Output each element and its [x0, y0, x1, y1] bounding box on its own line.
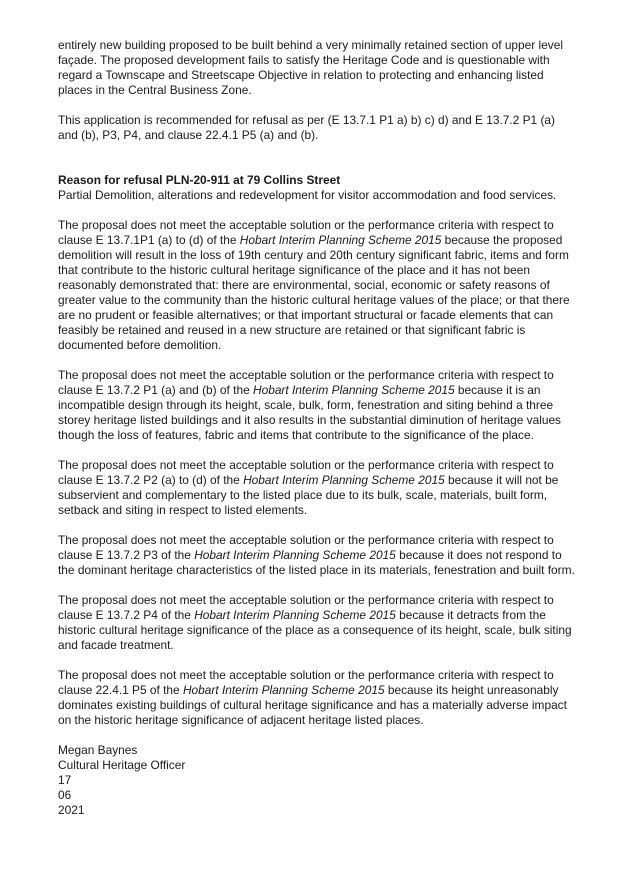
- reason-paragraph: [58, 368, 578, 443]
- refusal-heading: Reason for refusal PLN-20-911 at 79 Collins Street: [58, 173, 341, 187]
- scheme-name: Hobart Interim Planning Scheme 2015: [182, 683, 385, 697]
- scheme-name: Hobart Interim Planning Scheme 2015: [243, 473, 445, 487]
- signatory-title: Cultural Heritage Officer: [58, 758, 186, 772]
- date-month: 06: [58, 788, 72, 802]
- reason-text-before: The proposal does not meet the acceptable solution or the performance criteria with respect to clause E 13.7.2 P1 (a) and (b) of the: [58, 368, 554, 397]
- reason-text-before: The proposal does not meet the acceptable solution or the performance criteria with respect to clause 22.4.1 P5 of the: [58, 668, 554, 697]
- document-page: [58, 38, 578, 818]
- recommendation-paragraph: This application is recommended for refusal as per (E 13.7.1 P1 a) b) c) d) and E 13.7.2 P1 (a) and (b), P3, P4, and clause 22.4.1 P5 (a) and (b).: [58, 113, 556, 142]
- date-day: 17: [58, 773, 72, 787]
- scheme-name: Hobart Interim Planning Scheme 2015: [194, 548, 396, 562]
- reason-paragraph: [58, 668, 578, 728]
- reason-text-before: The proposal does not meet the acceptable solution or the performance criteria with respect to clause E 13.7.2 P3 of the: [58, 533, 554, 562]
- scheme-name: Hobart Interim Planning Scheme 2015: [253, 383, 455, 397]
- reason-paragraph: [58, 218, 578, 353]
- reason-text-after: because the proposed demolition will result in the loss of 19th century and 20th century significant fabric, items and form that contribute to the historic cultural heritage significance of the place and it has not been reasonably demonstrated that: there are environmental, social, economic or safety reasons of greater value to the community than the historic cultural heritage values of the place; or that there are no prudent or feasible alternatives; or that important structural or facade elements that can feasibly be retained and reused in a new structure are retained or that significant fabric is documented before demolition.: [58, 233, 570, 352]
- scheme-name: Hobart Interim Planning Scheme 2015: [239, 233, 442, 247]
- reason-text-before: The proposal does not meet the acceptable solution or the performance criteria with respect to clause E 13.7.2 P4 of the: [58, 593, 554, 622]
- reason-text-before: The proposal does not meet the acceptable solution or the performance criteria with respect to clause E 13.7.1P1 (a) to (d) of the: [58, 218, 554, 247]
- signatory-name: Megan Baynes: [58, 743, 138, 757]
- reason-paragraph: [58, 458, 578, 518]
- reason-text-before: The proposal does not meet the acceptable solution or the performance criteria with respect to clause E 13.7.2 P2 (a) to (d) of the: [58, 458, 554, 487]
- reason-text-after: because it does not respond to the dominant heritage characteristics of the listed place in its materials, fenestration and built form.: [58, 548, 575, 577]
- refusal-subheading: Partial Demolition, alterations and redevelopment for visitor accommodation and food services.: [58, 188, 557, 202]
- scheme-name: Hobart Interim Planning Scheme 2015: [194, 608, 396, 622]
- reason-text-after: because it is an incompatible design through its height, scale, bulk, form, fenestration and siting behind a three storey heritage listed buildings and it also results in the substantial diminution of heritage values though the loss of features, fabric and items that contribute to the significance of the place.: [58, 383, 562, 442]
- reason-text-after: because it will not be subservient and complementary to the listed place due to its bulk, scale, materials, built form, setback and siting in respect to listed elements.: [58, 473, 559, 517]
- reason-paragraph: [58, 533, 578, 578]
- date-year: 2021: [58, 803, 85, 817]
- reason-paragraph: [58, 593, 578, 653]
- intro-paragraph: entirely new building proposed to be built behind a very minimally retained section of upper level façade. The proposed development fails to satisfy the Heritage Code and is questionable with regard a Townscape and Streetscape Objective in relation to protecting and enhancing listed places in the Central Business Zone.: [58, 38, 563, 97]
- signature-block: [58, 743, 578, 818]
- reason-text-after: because it detracts from the historic cultural heritage significance of the place as a consequence of its height, scale, bulk siting and facade treatment.: [58, 608, 572, 652]
- reason-text-after: because its height unreasonably dominates existing buildings of cultural heritage significance and has a materially adverse impact on the historic heritage significance of adjacent heritage listed places.: [58, 683, 567, 727]
